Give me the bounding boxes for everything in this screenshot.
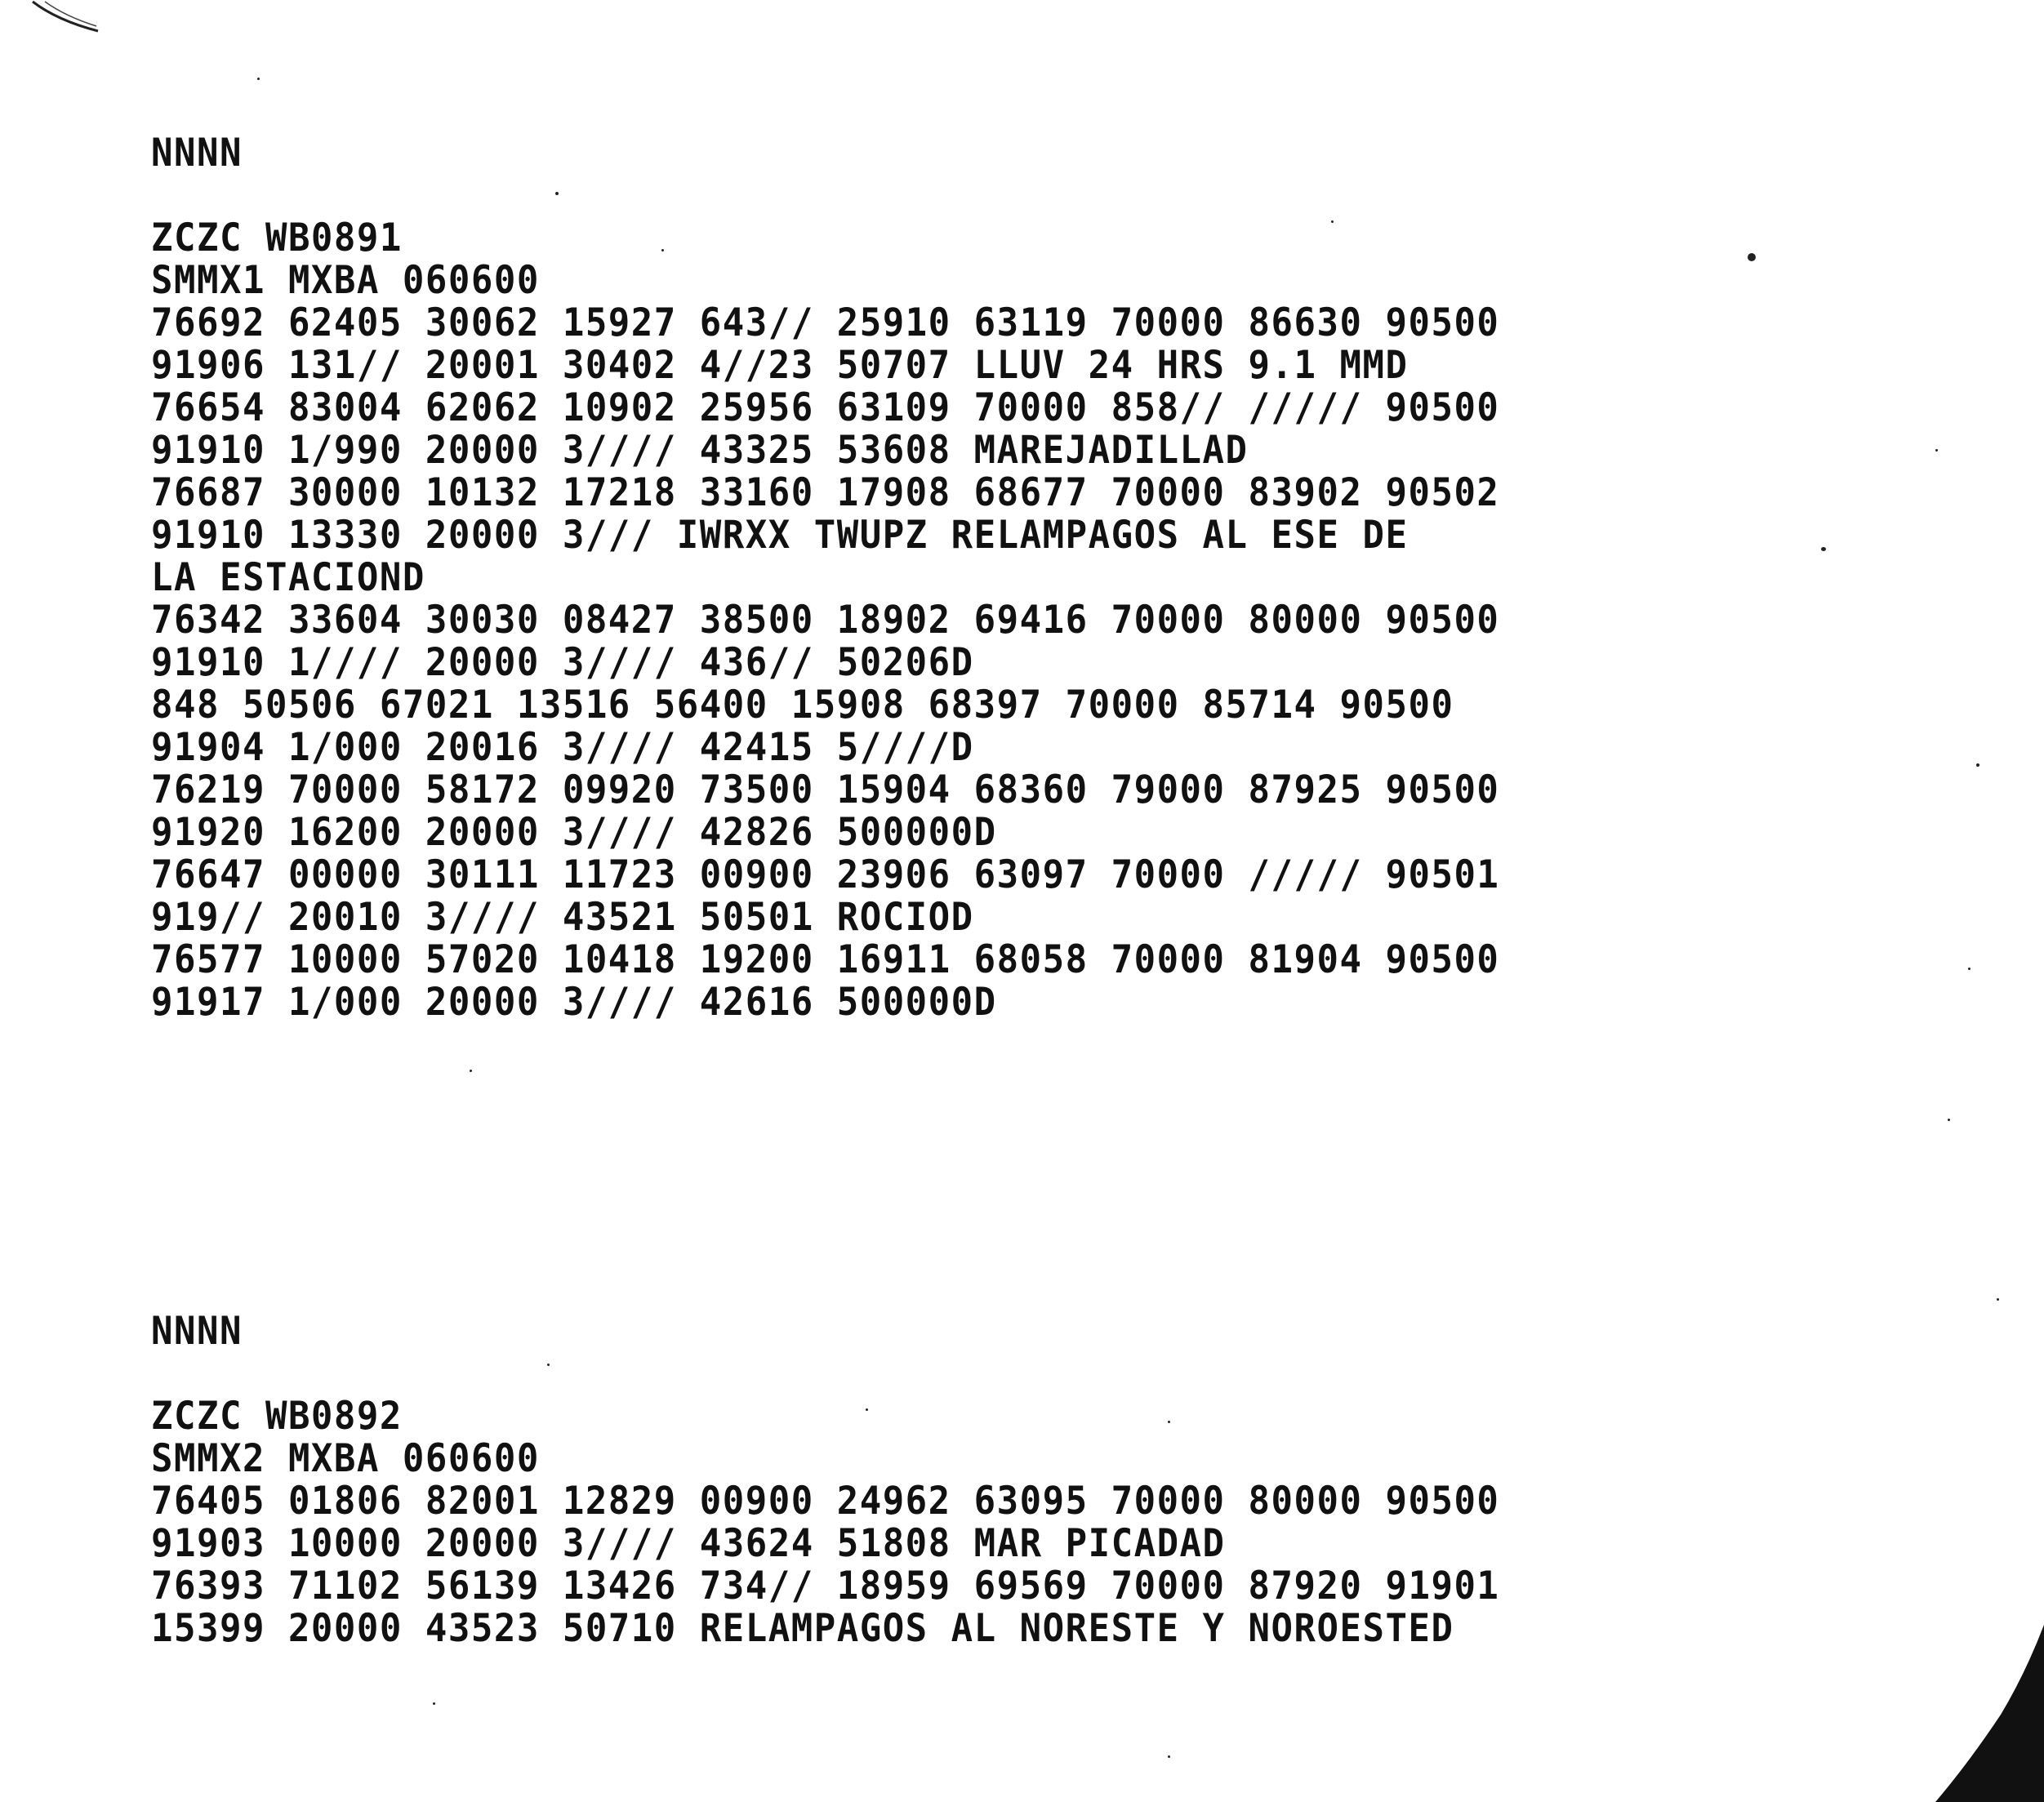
- bulletin-block-2: [151, 1309, 1621, 1652]
- ink-speck: [433, 1702, 435, 1705]
- report-line: 91904 1/000 20016 3//// 42415 5////D: [151, 725, 974, 771]
- ink-speck: [1997, 1298, 1999, 1301]
- report-line: 91906 131// 20001 30402 4//23 50707 LLUV 24 HRS 9.1 MMD: [151, 343, 1409, 389]
- ink-speck: [1948, 1119, 1950, 1121]
- ink-speck: [1821, 547, 1826, 551]
- end-of-transmission-marker: NNNN: [151, 131, 243, 176]
- report-line: 91903 10000 20000 3//// 43624 51808 MAR PICADAD: [151, 1521, 1226, 1567]
- report-line: 76342 33604 30030 08427 38500 18902 69416 70000 80000 90500: [151, 598, 1500, 643]
- report-line: 76577 10000 57020 10418 19200 16911 68058 70000 81904 90500: [151, 937, 1500, 983]
- end-of-transmission-marker: NNNN: [151, 1309, 243, 1355]
- report-line: 91920 16200 20000 3//// 42826 500000D: [151, 810, 997, 856]
- ink-speck: [470, 1070, 472, 1072]
- report-line: 91917 1/000 20000 3//// 42616 500000D: [151, 980, 997, 1026]
- report-line: 91910 13330 20000 3/// IWRXX TWUPZ RELAMPAGOS AL ESE DE: [151, 513, 1409, 558]
- bulletin-header-line: ZCZC WB0892: [151, 1394, 403, 1439]
- report-line: 76393 71102 56139 13426 734// 18959 69569 70000 87920 91901: [151, 1564, 1500, 1609]
- report-line: 76405 01806 82001 12829 00900 24962 63095 70000 80000 90500: [151, 1479, 1500, 1524]
- ink-speck: [1935, 449, 1938, 452]
- report-line: LA ESTACIOND: [151, 555, 425, 601]
- ink-speck: [1968, 968, 1971, 970]
- report-line: 76692 62405 30062 15927 643// 25910 63119 70000 86630 90500: [151, 300, 1500, 346]
- bulletin-block-1: [151, 131, 1621, 1026]
- report-line: 76654 83004 62062 10902 25956 63109 70000 858// ///// 90500: [151, 385, 1500, 431]
- ink-speck: [1976, 763, 1979, 767]
- corner-shadow-mark: [1935, 1625, 2044, 1802]
- bulletin-heading-line: SMMX1 MXBA 060600: [151, 258, 540, 304]
- bulletin-heading-line: SMMX2 MXBA 060600: [151, 1436, 540, 1482]
- report-line: 91910 1/990 20000 3//// 43325 53608 MAREJADILLAD: [151, 428, 1249, 474]
- ink-speck: [257, 78, 260, 80]
- report-line: 91910 1//// 20000 3//// 436// 50206D: [151, 640, 974, 686]
- report-line: 76647 00000 30111 11723 00900 23906 63097 70000 ///// 90501: [151, 852, 1500, 898]
- report-line: 76687 30000 10132 17218 33160 17908 68677 70000 83902 90502: [151, 470, 1500, 516]
- report-line: 919// 20010 3//// 43521 50501 ROCIOD: [151, 895, 974, 941]
- bulletin-header-line: ZCZC WB0891: [151, 216, 403, 261]
- report-line: 848 50506 67021 13516 56400 15908 68397 70000 85714 90500: [151, 683, 1454, 728]
- report-line: 76219 70000 58172 09920 73500 15904 68360 79000 87925 90500: [151, 768, 1500, 813]
- ink-speck: [1168, 1755, 1170, 1758]
- ink-speck: [1748, 253, 1756, 261]
- corner-scratch-mark: [0, 0, 114, 41]
- report-line: 15399 20000 43523 50710 RELAMPAGOS AL NORESTE Y NOROESTED: [151, 1606, 1454, 1652]
